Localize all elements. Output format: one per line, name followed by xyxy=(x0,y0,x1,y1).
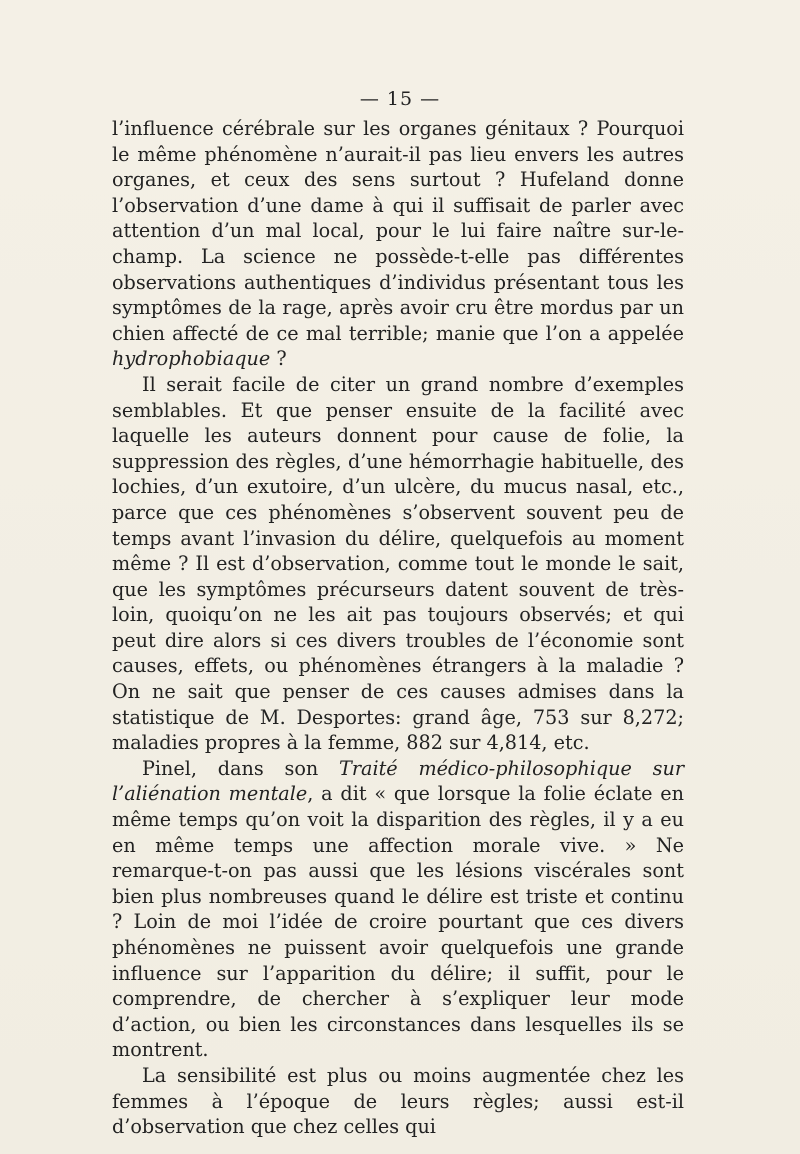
body-text xyxy=(112,116,684,1140)
paragraph-4 xyxy=(112,1063,684,1140)
text-run: , a dit « que lorsque la folie éclate en même temps qu’on voit la disparition des règles, il y a eu en même temps une affection morale vive. » Ne remarque-t-on pas aussi que les lésions viscérales sont bien plus nombreuses quand le délire est triste et continu ? Loin de moi l’idée de croire pourtant que ces divers phénomènes ne puissent avoir quelquefois une grande influence sur l’apparition du délire; il suffit, pour le comprendre, de chercher à s’expliquer leur mode d’action, ou bien les circonstances dans lesquelles ils se montrent. xyxy=(112,782,685,1062)
text-run: Il serait facile de citer un grand nombre d’exemples semblables. Et que penser ensuite de la facilité avec laquelle les auteurs donnent pour cause de folie, la suppression des règles, d’une hémorrhagie habituelle, des lochies, d’un exutoire, d’un ulcère, du mucus nasal, etc., parce que ces phénomènes s’observent souvent peu de temps avant l’invasion du délire, quelquefois au moment même ? Il est d’observation, comme tout le monde le sait, que les symptômes précurseurs datent souvent de très-loin, quoiqu’on ne les ait pas toujours observés; et qui peut dire alors si ces divers troubles de l’économie sont causes, effets, ou phénomènes étrangers à la maladie ? On ne sait que penser de ces causes admises dans la statistique de M. Desportes: grand âge, 753 sur 8,272; maladies propres à la femme, 882 sur 4,814, etc. xyxy=(112,372,684,755)
paragraph-2 xyxy=(112,372,684,756)
paragraph-3 xyxy=(112,756,684,1063)
text-run: La sensibilité est plus ou moins augmentée chez les femmes à l’époque de leurs règles; aussi est-il d’observation que chez celles qui xyxy=(112,1063,684,1139)
text-run: l’influence cérébrale sur les organes génitaux ? Pourquoi le même phénomène n’aurait-il pas lieu envers les autres organes, et ceux des sens surtout ? Hufeland donne l’observation d’une dame à qui il suffisait de parler avec attention d’un mal local, pour le lui faire naître sur-le-champ. La science ne possède-t-elle pas différentes observations authentiques d’individus présentant tous les symptômes de la rage, après avoir cru être mordus par un chien affecté de ce mal terrible; manie que l’on a appelée xyxy=(112,117,684,345)
italic-book-title: Traité médico-philosophique sur l’aliénation mentale xyxy=(112,756,684,806)
text-run: Pinel, dans son xyxy=(142,756,340,780)
text-run: ? xyxy=(270,347,287,371)
italic-term: hydrophobiaque xyxy=(112,347,271,371)
paragraph-1 xyxy=(112,116,684,372)
page-number: — 15 — xyxy=(359,88,441,110)
